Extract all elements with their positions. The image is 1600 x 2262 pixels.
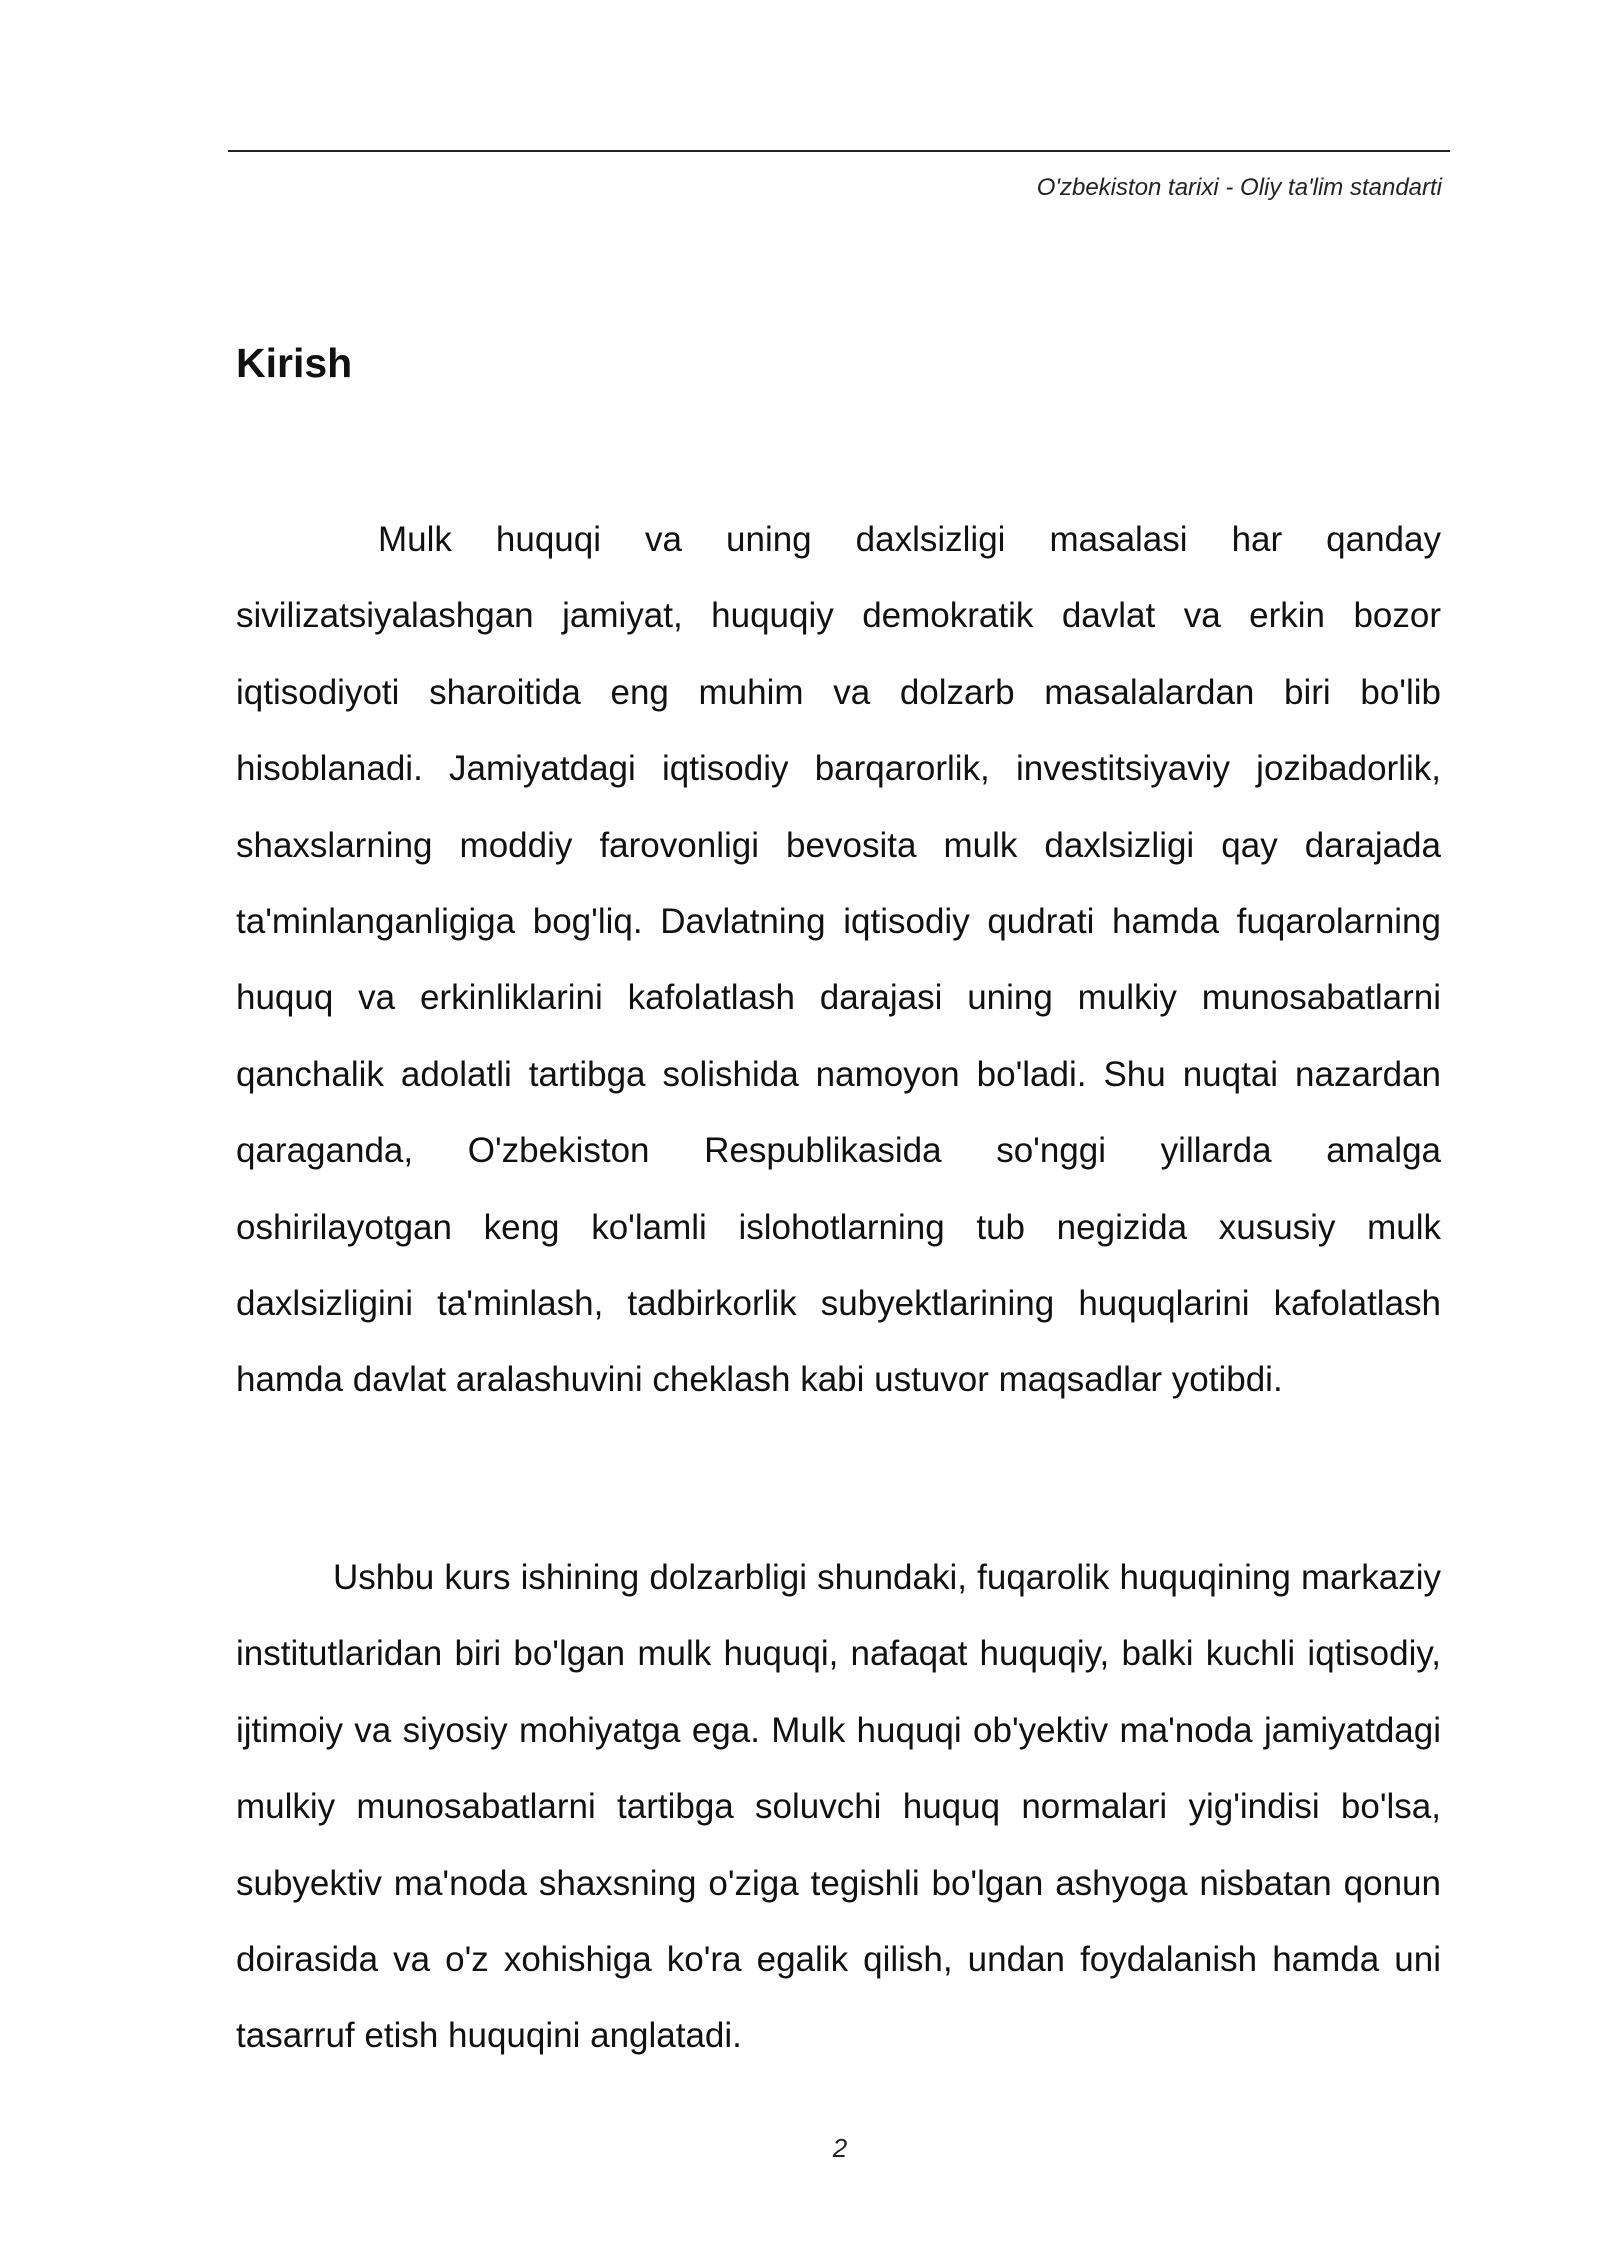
- header-rule: [228, 150, 1450, 152]
- section-heading: Kirish: [236, 340, 353, 386]
- body-paragraph-2: Ushbu kurs ishining dolzarbligi shundaki, fuqarolik huquqining markaziy institutlaridan biri bo'lgan mulk huquqi, nafaqat huquqiy, balki kuchli iqtisodiy, ijtimoiy va siyosiy mohiyatga ega. Mulk huquqi ob'yektiv ma'noda jamiyatdagi mulkiy munosabatlarni tartibga soluvchi huquq normalari yig'indisi bo'lsa, subyektiv ma'noda shaxsning o'ziga tegishli bo'lgan ashyoga nisbatan qonun doirasida va o'z xohishiga ko'ra egalik qilish, undan foydalanish hamda uni tasarruf etish huquqini anglatadi.: [236, 1558, 1441, 2056]
- running-header: O'zbekiston tarixi - Oliy ta'lim standarti: [1036, 174, 1442, 201]
- page-number: 2: [832, 2133, 848, 2163]
- body-paragraph-1: Mulk huquqi va uning daxlsizligi masalasi har qanday sivilizatsiyalashgan jamiyat, huquqiy demokratik davlat va erkin bozor iqtisodiyoti sharoitida eng muhim va dolzarb masalalardan biri bo'lib hisoblanadi. Jamiyatdagi iqtisodiy barqarorlik, investitsiyaviy jozibadorlik, shaxslarning moddiy farovonligi bevosita mulk daxlsizligi qay darajada ta'minlanganligiga bog'liq. Davlatning iqtisodiy qudrati hamda fuqarolarning huquq va erkinliklarini kafolatlash darajasi uning mulkiy munosabatlarni qanchalik adolatli tartibga solishida namoyon bo'ladi. Shu nuqtai nazardan qaraganda, O'zbekiston Respublikasida so'nggi yillarda amalga oshirilayotgan keng ko'lamli islohotlarning tub negizida xususiy mulk daxlsizligini ta'minlash, tadbirkorlik subyektlarining huquqlarini kafolatlash hamda davlat aralashuvini cheklash kabi ustuvor maqsadlar yotibdi.: [236, 520, 1441, 1400]
